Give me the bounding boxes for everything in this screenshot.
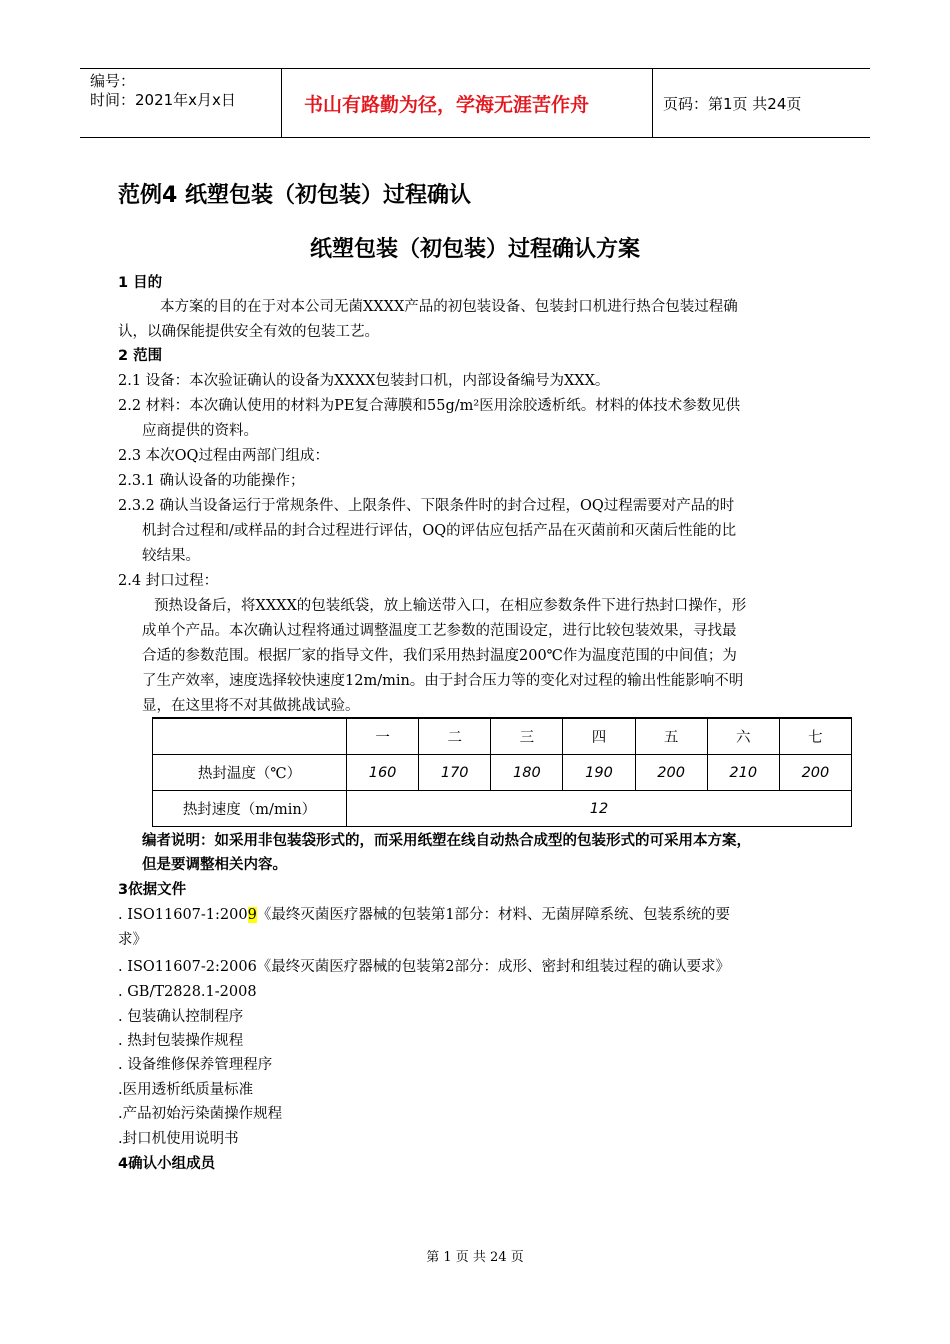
header-number-label: 编号：	[90, 72, 136, 90]
paragraph-line: 机封合过程和/或样品的封合过程进行评估，OQ的评估应包括产品在灭菌前和灭菌后性能的比	[142, 523, 737, 539]
table-col-header: 一	[347, 718, 419, 755]
table-corner-cell	[153, 718, 347, 755]
section-3-heading: 3依据文件	[118, 882, 187, 898]
table-cell: 180	[491, 755, 563, 791]
header-date: 时间：2021年x月x日	[90, 91, 236, 109]
reference-item: .医用透析纸质量标准	[118, 1082, 254, 1098]
header-meta	[80, 69, 282, 137]
table-col-header: 四	[563, 718, 635, 755]
table-cell: 200	[635, 755, 707, 791]
table-col-header: 三	[491, 718, 563, 755]
paragraph-line: 成单个产品。本次确认过程将通过调整温度工艺参数的范围设定，进行比较包装效果，寻找最	[142, 623, 737, 639]
reference-item: . 包装确认控制程序	[118, 1009, 244, 1025]
table-cell: 160	[347, 755, 419, 791]
paragraph-line: 2.3 本次OQ过程由两部门组成：	[118, 448, 329, 464]
paragraph-line: 认，以确保能提供安全有效的包装工艺。	[118, 324, 379, 340]
row-label-speed: 热封速度（m/min）	[153, 791, 347, 827]
table-header-row	[153, 718, 852, 755]
table-row	[153, 791, 852, 827]
table-row	[153, 755, 852, 791]
reference-item: . 热封包装操作规程	[118, 1033, 244, 1049]
reference-item: 求》	[118, 932, 147, 948]
highlighted-text: 9	[247, 907, 257, 923]
parameter-table	[152, 717, 852, 827]
paragraph-line: 了生产效率，速度选择较快速度12m/min。由于封合压力等的变化对过程的输出性能影响不明	[142, 673, 744, 689]
paragraph-line: 应商提供的资料。	[142, 423, 258, 439]
table-cell: 210	[707, 755, 779, 791]
paragraph-line: 2.4 封口过程：	[118, 573, 219, 589]
editor-note: 编者说明：如采用非包装袋形式的，而采用纸塑在线自动热合成型的包装形式的可采用本方案，	[142, 833, 751, 849]
paragraph-line: 2.2 材料：本次确认使用的材料为PE复合薄膜和55g/m²医用涂胶透析纸。材料的体技术参数见供	[118, 398, 741, 414]
example-title: 范例4 纸塑包装（初包装）过程确认	[118, 183, 471, 208]
paragraph-line: 本方案的目的在于对本公司无菌XXXX产品的初包装设备、包装封口机进行热合包装过程确	[160, 299, 738, 315]
section-2-heading: 2 范围	[118, 348, 163, 364]
table-cell: 170	[419, 755, 491, 791]
paragraph-line: 显，在这里将不对其做挑战试验。	[142, 698, 360, 714]
page-header	[80, 68, 870, 138]
paragraph-line: 预热设备后，将XXXX的包装纸袋，放上输送带入口，在相应参数条件下进行热封口操作，形	[154, 598, 747, 614]
reference-item: . ISO11607-2:2006《最终灭菌医疗器械的包装第2部分：成形、密封和组装过程的确认要求》	[118, 959, 731, 975]
table-cell: 190	[563, 755, 635, 791]
section-1-heading: 1 目的	[118, 275, 163, 291]
reference-text: . ISO11607-1:200	[118, 907, 248, 923]
table-cell: 200	[779, 755, 851, 791]
reference-item: . GB/T2828.1-2008	[118, 984, 257, 1000]
reference-item: . 设备维修保养管理程序	[118, 1057, 273, 1073]
document-title: 纸塑包装（初包装）过程确认方案	[309, 237, 640, 262]
header-motto: 书山有路勤为径，学海无涯苦作舟	[282, 69, 653, 137]
reference-item: .封口机使用说明书	[118, 1131, 239, 1147]
row-label-temperature: 热封温度（℃）	[153, 755, 347, 791]
paragraph-line: 较结果。	[142, 548, 200, 564]
header-page-number: 页码：第1页 共24页	[663, 94, 802, 113]
reference-item: .产品初始污染菌操作规程	[118, 1106, 283, 1122]
reference-item	[118, 903, 730, 928]
table-col-header: 二	[419, 718, 491, 755]
table-col-header: 七	[779, 718, 851, 755]
section-4-heading: 4确认小组成员	[118, 1156, 216, 1172]
table-col-header: 六	[707, 718, 779, 755]
table-cell: 12	[347, 791, 852, 827]
page-footer: 第 1 页 共 24 页	[426, 1250, 524, 1265]
editor-note: 但是要调整相关内容。	[142, 857, 287, 873]
paragraph-line: 2.1 设备：本次验证确认的设备为XXXX包装封口机，内部设备编号为XXX。	[118, 373, 610, 389]
paragraph-line: 合适的参数范围。根据厂家的指导文件，我们采用热封温度200℃作为温度范围的中间值；为	[142, 648, 737, 664]
table-col-header: 五	[635, 718, 707, 755]
reference-text: 《最终灭菌医疗器械的包装第1部分：材料、无菌屏障系统、包装系统的要	[256, 907, 731, 923]
paragraph-line: 2.3.2 确认当设备运行于常规条件、上限条件、下限条件时的封合过程，OQ过程需要对产品的时	[118, 498, 735, 514]
paragraph-line: 2.3.1 确认设备的功能操作；	[118, 473, 305, 489]
